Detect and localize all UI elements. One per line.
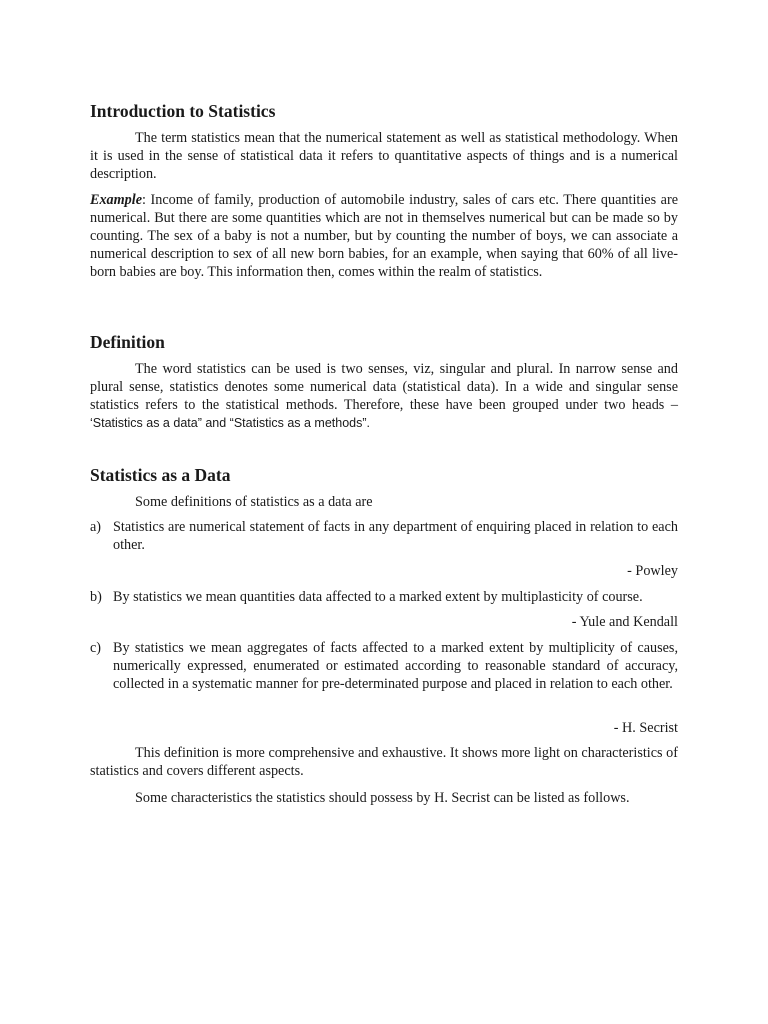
item-marker: c) xyxy=(90,640,102,656)
attribution-yule-kendall: - Yule and Kendall xyxy=(571,614,678,630)
example-text: : Income of family, production of automobile industry, sales of cars etc. There quantities are numerical. But there are some quantities which are not in themselves numerical but can be made so by counting. The sex of a baby is not a number, but by counting the number of boys, we can associate a numerical description to sex of all new born babies, for an example, when saying that 60% of all live-born babies are boy. This information then, comes within the realm of statistics. xyxy=(90,192,678,280)
definition-item-b xyxy=(90,588,678,606)
attribution-powley: - Powley xyxy=(627,563,678,579)
item-text: By statistics we mean quantities data affected to a marked extent by multiplasticity of course. xyxy=(113,589,643,605)
example-label: Example xyxy=(90,192,143,208)
definition-text: The word statistics can be used is two senses, viz, singular and plural. In narrow sense and plural sense, statistics denotes some numerical data (statistical data). In a wide and singular sense statistics refers to the statistical methods. Therefore, these have been grouped under two heads – xyxy=(90,361,678,413)
definition-quote-data: ‘Statistics as a data” xyxy=(90,416,202,430)
intro-paragraph: The term statistics mean that the numerical statement as well as statistical methodology. When it is used in the sense of statistical data it refers to quantitative aspects of things and is a numerical description. xyxy=(90,130,678,182)
data-section-heading: Statistics as a Data xyxy=(90,465,231,485)
attribution-secrist: - H. Secrist xyxy=(613,720,678,736)
definition-item-a xyxy=(90,518,678,554)
example-paragraph xyxy=(90,191,678,281)
definition-quote-methods: Statistics as a methods”. xyxy=(233,416,370,430)
item-text: Statistics are numerical statement of facts in any department of enquiring placed in relation to each other. xyxy=(113,519,678,553)
closing-paragraph-1: This definition is more comprehensive and exhaustive. It shows more light on characteristics of statistics and covers different aspects. xyxy=(90,745,678,779)
intro-heading: Introduction to Statistics xyxy=(90,101,276,121)
item-marker: a) xyxy=(90,519,102,535)
item-text: By statistics we mean aggregates of facts affected to a marked extent by multiplicity of causes, numerically expressed, enumerated or estimated according to reasonable standard of accuracy, collected in a systematic manner for pre-determinated purpose and placed in relation to each other. xyxy=(113,640,678,692)
definition-paragraph xyxy=(90,360,678,432)
data-section-lead: Some definitions of statistics as a data are xyxy=(135,494,373,510)
definition-and: and “ xyxy=(201,416,234,430)
item-marker: b) xyxy=(90,589,102,605)
definition-item-c xyxy=(90,639,678,693)
closing-paragraph-2: Some characteristics the statistics should possess by H. Secrist can be listed as follows. xyxy=(135,790,630,806)
definition-heading: Definition xyxy=(90,332,165,352)
